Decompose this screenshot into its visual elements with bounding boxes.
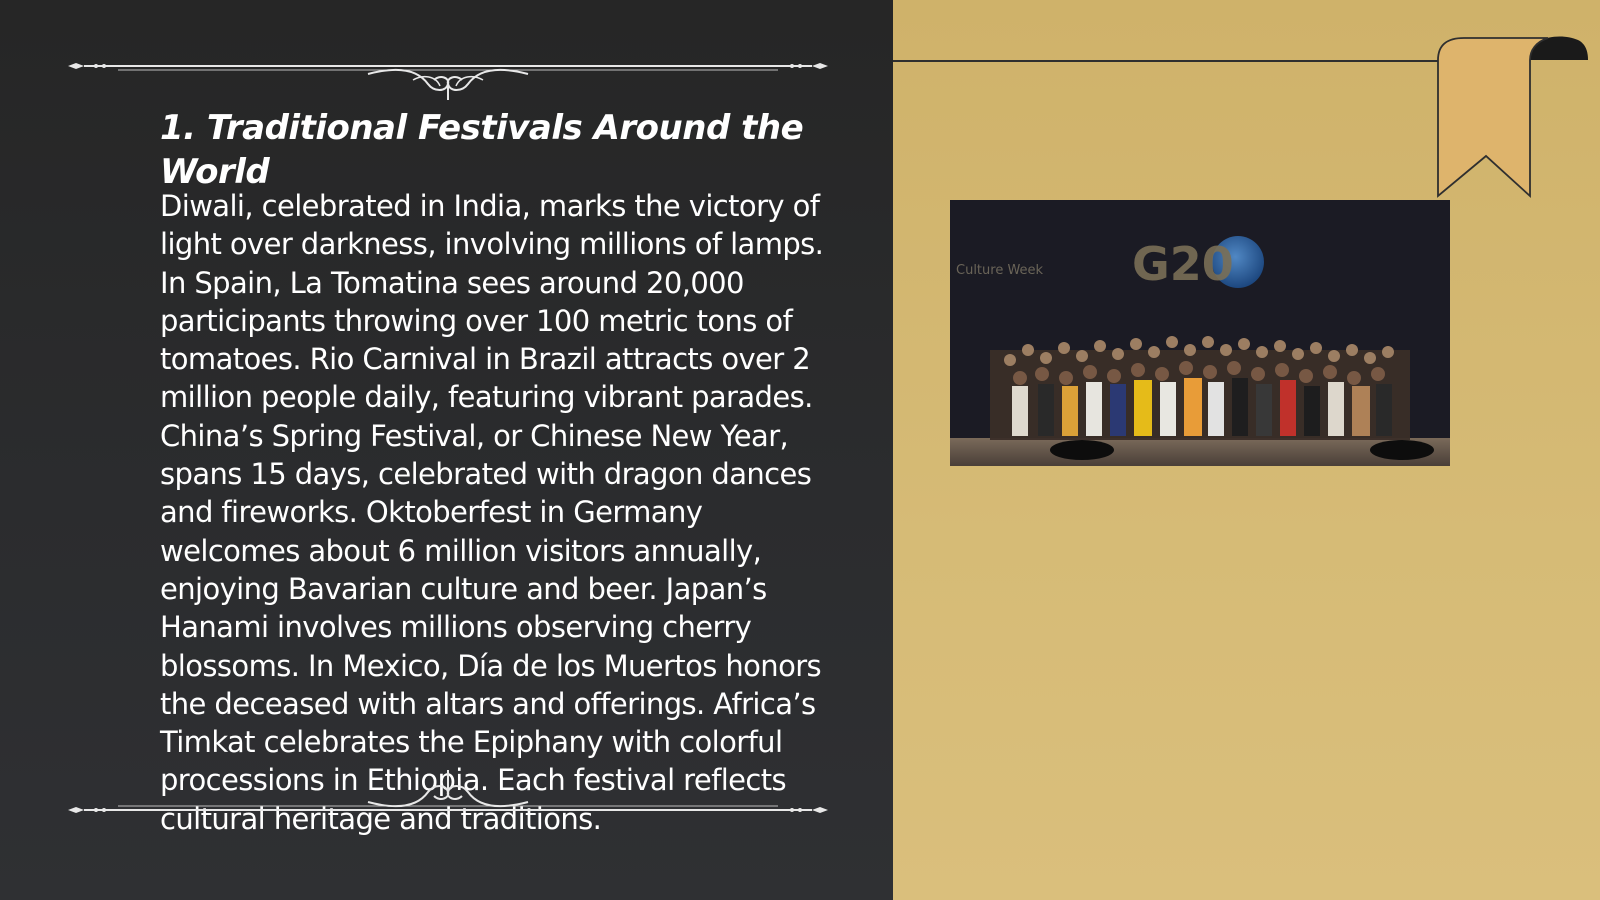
- group-photo-image: [950, 200, 1450, 466]
- slide-title: 1. Traditional Festivals Around the World: [160, 108, 804, 192]
- header-rule-line: [893, 60, 1438, 62]
- backdrop-g20-logo: G20: [1132, 237, 1234, 291]
- bookmark-ribbon-icon: [1430, 30, 1600, 200]
- bottom-flourish-divider-icon: [68, 770, 828, 830]
- backdrop-side-text: Culture Week: [956, 263, 1044, 278]
- top-flourish-divider-icon: [68, 40, 828, 100]
- slide-body-text: Diwali, celebrated in India, marks the victory of light over darkness, involving millions of lamps. In Spain, La Tomatina sees around 20,000 participants throwing over 100 metric tons of tomatoes. Rio Carnival in Brazil attracts over 2 million people daily, featuring vibrant parades. China’s Spring Festival, or Chinese New Year, spans 15 days, celebrated with dragon dances and fireworks. Oktoberfest in Germany welcomes about 6 million visitors annually, enjoying Bavarian culture and beer. Japan’s Hanami involves millions observing cherry blossoms. In Mexico, Día de los Muertos honors the deceased with altars and offerings. Africa’s Timkat celebrates the Epiphany with colorful processions in Ethiopia. Each festival reflects cultural heritage and traditions.: [160, 189, 824, 836]
- festival-group-photo: [950, 200, 1450, 466]
